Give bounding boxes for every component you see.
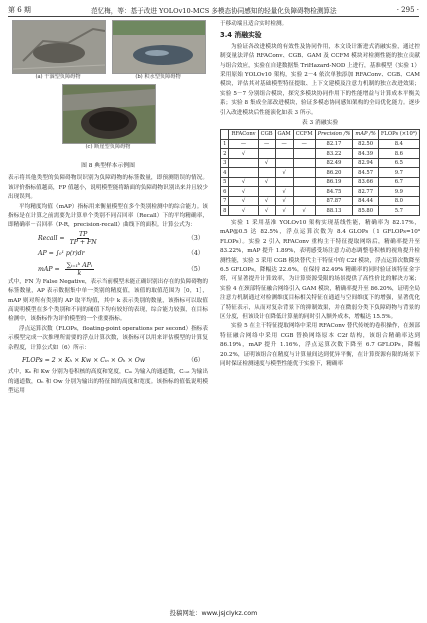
equation-number: （6） xyxy=(187,356,204,364)
paragraph: 式中，Kₕ 和 Kw 分别为卷积核的高度和宽度，Cᵢₙ 为输入的通道数，Cₒᵤₜ 为输出的通道数，Oₕ 和 Ow 分别为输出的特征图的高度和宽度。该指标的值低说明模型运用 xyxy=(8,369,208,394)
table-cell: 87.87 xyxy=(315,196,353,206)
table-cell: 6.5 xyxy=(378,158,419,168)
table-cell xyxy=(275,158,293,168)
equation-number: （4） xyxy=(187,249,204,257)
table-cell: — xyxy=(229,139,258,149)
paragraph: 浮点运算次数（FLOPs，floating-point operations per second）指标表示模型完成一次推理所需要的浮点计算次数，该指标可以用来评估模型的计算复杂程度，计算公式如（6）所示： xyxy=(8,325,208,351)
table-cell: 83.22 xyxy=(315,149,353,159)
table-cell: √ xyxy=(229,187,258,197)
table-cell: 8.0 xyxy=(378,196,419,206)
table-cell: 5 xyxy=(221,177,229,187)
equation-4 xyxy=(8,246,208,261)
equation-3 xyxy=(8,231,208,246)
table-row xyxy=(221,139,420,149)
table-cell: 86.19 xyxy=(315,177,353,187)
table-cell: 82.77 xyxy=(353,187,378,197)
table-cell xyxy=(258,149,275,159)
table-cell: 82.94 xyxy=(353,158,378,168)
section-heading: 3.4 消融实验 xyxy=(220,31,262,40)
table-cell: 3 xyxy=(221,158,229,168)
table-header-cell: CCFM xyxy=(293,130,315,140)
table-cell: √ xyxy=(258,206,275,216)
photo-dry-pothole xyxy=(12,20,106,74)
paragraph: 平均精度均值（mAP）指标用来衡量模型在多个类别检测中的综合能力。该指标是在计算之前需要先计算单个类别不同召回率（Recall）下的平均精确率，即精确率－召回率（P-R，precision-recall）曲线下的面积。计算公式为： xyxy=(8,203,208,229)
eq3-denominator: TP + FN xyxy=(69,238,97,246)
table-header-cell: CGB xyxy=(258,130,275,140)
table-cell: √ xyxy=(275,206,293,216)
table-cell: 82.49 xyxy=(315,158,353,168)
ablation-table xyxy=(220,129,420,216)
table-row xyxy=(221,196,420,206)
header-issue: 第 6 期 xyxy=(8,6,31,14)
table-cell: 82.17 xyxy=(315,139,353,149)
table-cell: √ xyxy=(229,177,258,187)
table-cell: √ xyxy=(275,168,293,178)
table-cell: 9.7 xyxy=(378,168,419,178)
table-cell: √ xyxy=(258,196,275,206)
table-cell: 82.50 xyxy=(353,139,378,149)
eq5-numerator: ∑ᵢ₌₁ᵏ APᵢ xyxy=(66,261,93,269)
equation-number: （5） xyxy=(187,265,204,273)
eq4-body: AP = ∫₀¹ p(r)dr xyxy=(38,249,85,257)
table-cell: 83.66 xyxy=(353,177,378,187)
footer-url: 投稿网址：www.jsjclykz.com xyxy=(169,609,258,617)
paragraph: 表示将其他类型的负障碍物误识别为负障碍物的标签数量，即预测错误的情况。该评价指标值越高，FP 值越小，说明模型能将路面的负障碍物识别出来并且较少出现误判。 xyxy=(8,175,208,201)
figure-8 xyxy=(8,20,208,160)
table-cell: √ xyxy=(293,206,315,216)
caption-a: (a) 干涸型负障碍物 xyxy=(35,74,81,80)
table-header-cell: RFAConv xyxy=(229,130,258,140)
table-cell xyxy=(293,187,315,197)
table-cell: 7 xyxy=(221,196,229,206)
table-cell xyxy=(293,177,315,187)
table-cell: √ xyxy=(258,158,275,168)
table-title: 表 3 消融实验 xyxy=(301,120,339,127)
header-title: 范忆梅，等：基于改进 YOLOv10-MCS 多模态协同感知的轻量化负障碍物检测算法 xyxy=(91,7,337,15)
table-cell xyxy=(293,158,315,168)
table-cell: √ xyxy=(229,206,258,216)
table-cell: 6 xyxy=(221,187,229,197)
table-cell: — xyxy=(293,139,315,149)
table-cell: √ xyxy=(229,149,258,159)
table-row xyxy=(221,177,420,187)
table-cell: 8 xyxy=(221,206,229,216)
table-cell: 84.57 xyxy=(353,168,378,178)
table-cell xyxy=(229,168,258,178)
paragraph: 为验证各改进模块的有效性及协同作用，本文设计渐进式消融实验，通过控制变量法评估 RFAConv、CGB、GAM 及 CCFM 模块对检测性能的独立贡献与组合效应，实验在自建数据集 TriHazard-NOD 上进行，基准模型（实验 1）采用原始 YOLOv10 架构，实验 2－4 依次单独添加 RFAConv、CGB、CAM 模块，评估其对基础模型特征提取、上下文建模及注意力机制的独立改进效果；实验 5－7 分别组合模块，探究多模块协同作用下的性能增益与计算成本平衡关系；实验 8 集成全部改进模块，验证多模态协同感知架构的全局优化能力。逐步引入改进模块后性能演化如表 3 所示。 xyxy=(220,43,420,116)
caption-b: (b) 积水型负障碍物 xyxy=(135,74,181,80)
table-cell: 88.13 xyxy=(315,206,353,216)
table-cell: 4 xyxy=(221,168,229,178)
table-cell: 5.7 xyxy=(378,206,419,216)
table-header-row xyxy=(221,130,420,140)
table-header-cell: GAM xyxy=(275,130,293,140)
table-cell xyxy=(293,196,315,206)
eq5-lhs: mAP = xyxy=(38,265,60,273)
table-row xyxy=(221,149,420,159)
table-cell: 85.80 xyxy=(353,206,378,216)
table-cell xyxy=(229,158,258,168)
paragraph: 于移动端且适合实时检测。 xyxy=(220,21,288,27)
table-cell: 8.4 xyxy=(378,139,419,149)
table-cell: 1 xyxy=(221,139,229,149)
paragraph: 式中，FN 为 False Negative，表示当前模型未能正确识别出存在的负障碍物的标签数量，AP 表示数据集中单一类别的精度值，该值的取值范围为［0，1］，mAP 则对所有类别的 AP 取平均值，其中 k 表示类别的数量，该指标可以取值高说明模型在多个类别和不同的阈值下均有较好的表现，综合能力较强，在目标检测中，该指标作为评价模型的一个重要指标。 xyxy=(8,278,208,323)
table-cell: 2 xyxy=(221,149,229,159)
table-header-cell: Precision /% xyxy=(315,130,353,140)
table-header-cell xyxy=(221,130,229,140)
left-column xyxy=(8,20,208,396)
table-row xyxy=(221,206,420,216)
eq5-denominator: k xyxy=(77,269,82,277)
header-page-number: · 295 · xyxy=(396,6,419,14)
right-column xyxy=(220,20,420,369)
table-cell xyxy=(275,177,293,187)
equation-5 xyxy=(8,261,208,278)
table-cell: 86.20 xyxy=(315,168,353,178)
paragraph: 实验 1 采用基准 YOLOv10 架构实现基线性能，精确率为 82.17%，mAP@0.5 达 82.5%，浮点运算次数为 8.4 GLOPs（1 GFLOPs=10⁹ FLOPs）。实验 2 引入 RFAConv 重构主干特征提取网络后，精确率提升至 83.22%，mAP 提升 1.89%，表明感受场注意力动态调整卷积核的视角提升检测性能，实验 3 采用 CGB 模块替代主干特征中的 C2f 模块，浮点运算次数降至 6.5 GFLOPs，降幅达 22.6%，在保持 82.49% 精确率的同时验证该特征金字塔，可显著提升计算效率，为计算资源受限的场景提供了高性价比的解决方案；实验 4 在颈部特征融合网络引入 GAM 模块，精确率提升至 86.20%，证明全局注意力机制通过对检测维度目标相关特征在通道与空间维度下的增强，显著优化了特征表示，从而对复杂背景下的抑制效果，并在微弱分类下负障碍物与背景的区分度，但该设计在降低计算量的同时引入额外成本，增幅达 15.5%。 xyxy=(220,219,420,321)
table-cell xyxy=(293,149,315,159)
table-cell: √ xyxy=(229,196,258,206)
table-cell: — xyxy=(275,139,293,149)
eq6-body: FLOPs = 2 × Kₕ × Kw × Cᵢₙ × Oₕ × Ow xyxy=(22,356,146,364)
table-header-cell: FLOPs (×10⁹) xyxy=(378,130,419,140)
table-cell: 8.6 xyxy=(378,149,419,159)
running-header xyxy=(8,4,419,17)
equation-6 xyxy=(8,353,208,368)
paragraph: 实验 5 在主干特征提取网络中采用 RFAConv 替代传统的卷积操作，在颈部特征融合网络中采用 CGB 替换网络原本 C2f 结构，该组合精确率达到 86.19%，mAP 提升 1.16%，浮点运算次数下降至 6.7 GFLOPs，降幅 20.2%，证明该组合在精度与计算量间达到优异平衡，在计算资源有限的场景下同时保证检测速度与模型性能优于实验下，精确率 xyxy=(220,323,420,368)
table-cell: √ xyxy=(275,187,293,197)
table-cell: 9.9 xyxy=(378,187,419,197)
table-row xyxy=(221,187,420,197)
table-cell xyxy=(293,168,315,178)
table-cell: √ xyxy=(275,196,293,206)
table-header-cell: mAP /% xyxy=(353,130,378,140)
table-row xyxy=(221,158,420,168)
table-cell xyxy=(258,168,275,178)
eq3-numerator: TP xyxy=(78,230,88,238)
table-cell: 84.44 xyxy=(353,196,378,206)
table-cell: √ xyxy=(258,177,275,187)
table-cell: 6.7 xyxy=(378,177,419,187)
table-cell xyxy=(275,149,293,159)
equation-number: （3） xyxy=(187,234,204,242)
photo-water-pothole xyxy=(112,20,206,74)
eq3-lhs: Recall = xyxy=(38,234,65,242)
table-cell: — xyxy=(258,139,275,149)
table-cell: 84.39 xyxy=(353,149,378,159)
figure-title: 图 8 典型样本示例图 xyxy=(81,163,135,169)
table-cell xyxy=(258,187,275,197)
photo-cliff xyxy=(62,84,156,144)
table-row xyxy=(221,168,420,178)
table-cell: 84.75 xyxy=(315,187,353,197)
caption-c: (c) 断崖型负障碍物 xyxy=(85,144,131,150)
